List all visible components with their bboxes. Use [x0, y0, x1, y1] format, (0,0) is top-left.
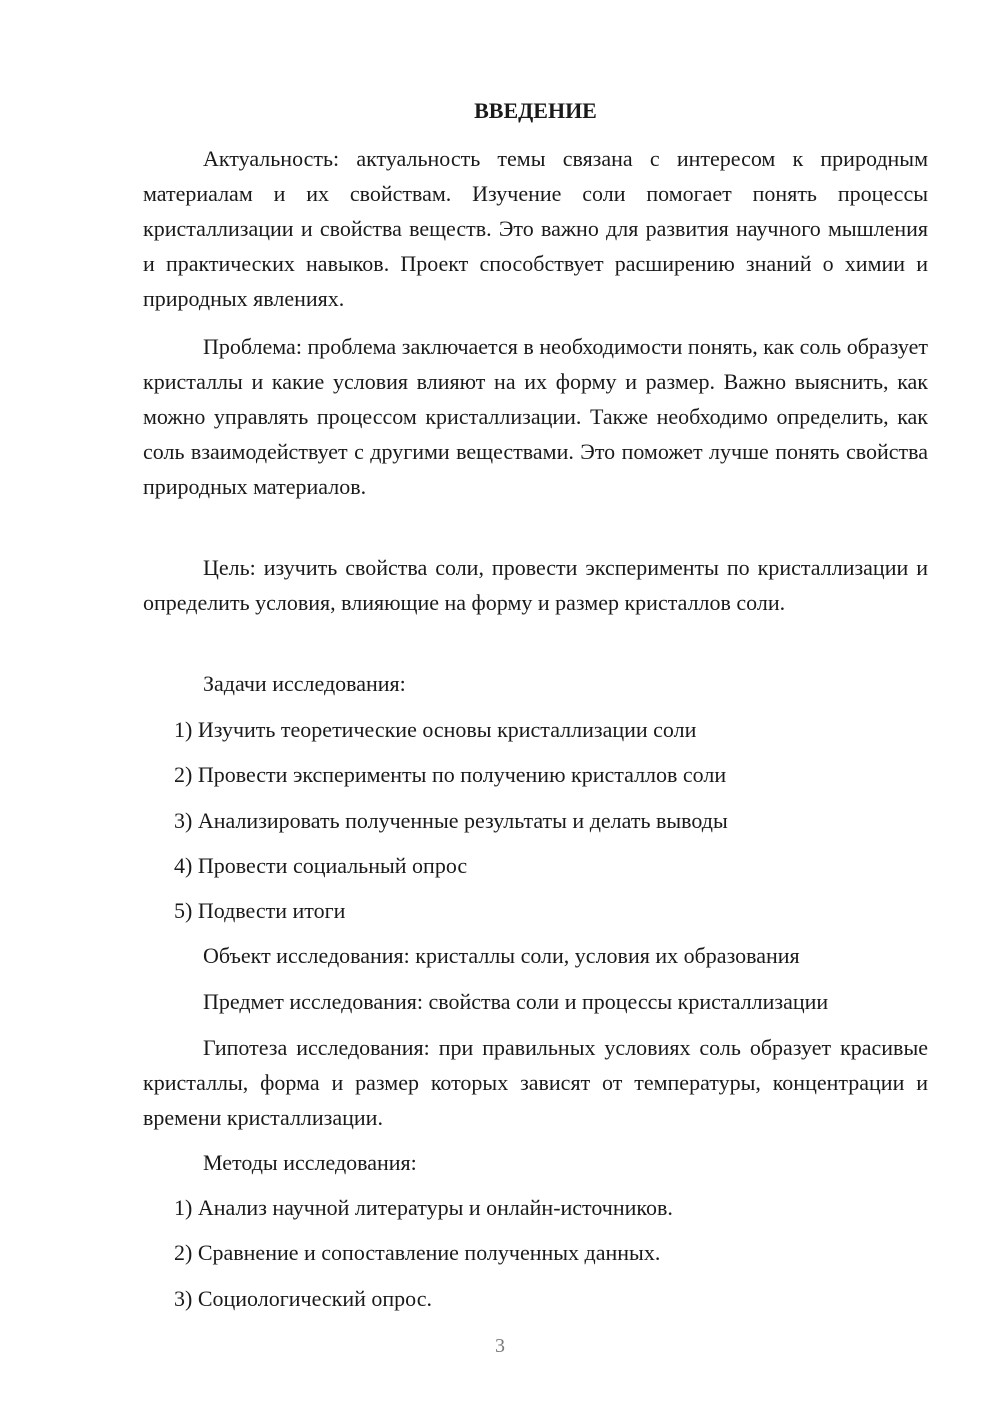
method-item: 2) Сравнение и сопоставление полученных данных. [174, 1240, 661, 1265]
task-item: 2) Провести эксперименты по получению кристаллов соли [174, 762, 727, 787]
tasks-heading: Задачи исследования: [203, 671, 406, 696]
subject-line: Предмет исследования: свойства соли и процессы кристаллизации [203, 989, 829, 1014]
object-line: Объект исследования: кристаллы соли, условия их образования [203, 943, 800, 968]
task-item: 4) Провести социальный опрос [174, 853, 468, 878]
task-item: 5) Подвести итоги [174, 898, 346, 923]
hypothesis-paragraph: Гипотеза исследования: при правильных условиях соль образует красивые кристаллы, форма и размер которых зависят от температуры, концентрации и времени кристаллизации. [143, 1035, 928, 1130]
goal-paragraph: Цель: изучить свойства соли, провести эксперименты по кристаллизации и определить условия, влияющие на форму и размер кристаллов соли. [143, 555, 928, 615]
task-item: 3) Анализировать полученные результаты и делать выводы [174, 808, 728, 833]
methods-heading: Методы исследования: [203, 1150, 417, 1175]
task-item: 1) Изучить теоретические основы кристаллизации соли [174, 717, 697, 742]
method-item: 1) Анализ научной литературы и онлайн-источников. [174, 1195, 673, 1220]
method-item: 3) Социологический опрос. [174, 1286, 432, 1311]
relevance-paragraph: Актуальность: актуальность темы связана с интересом к природным материалам и их свойствам. Изучение соли помогает понять процессы кристаллизации и свойства веществ. Это важно для развития научного мышления и практических навыков. Проект способствует расширению знаний о химии и природных явлениях. [143, 146, 928, 311]
page-title: ВВЕДЕНИЕ [474, 98, 597, 123]
page-number: 3 [495, 1335, 505, 1357]
problem-paragraph: Проблема: проблема заключается в необходимости понять, как соль образует кристаллы и какие условия влияют на их форму и размер. Важно выяснить, как можно управлять процессом кристаллизации. Также необходимо определить, как соль взаимодействует с другими веществами. Это поможет лучше понять свойства природных материалов. [143, 334, 928, 499]
